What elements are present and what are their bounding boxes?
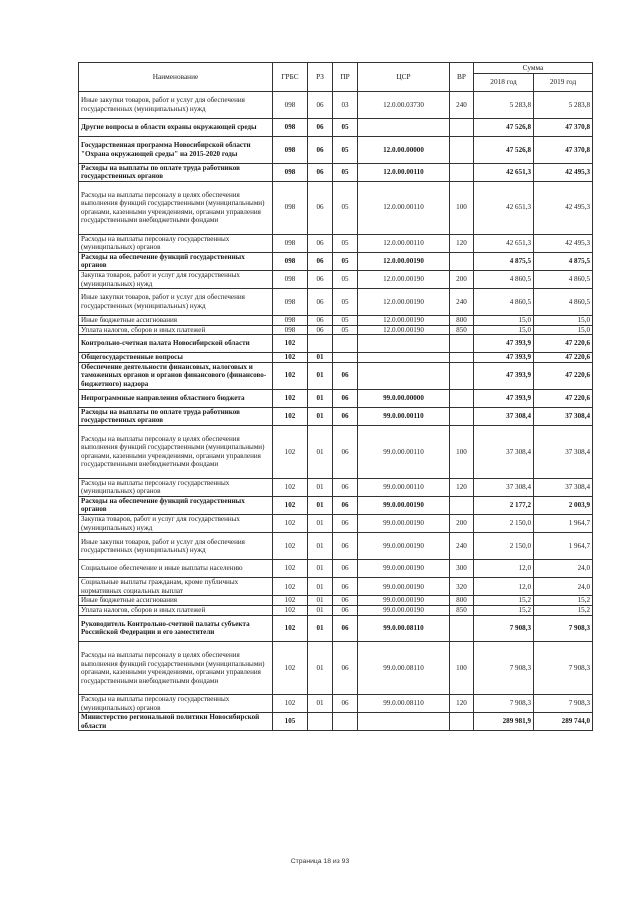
cell-sum-2018: 5 283,8 bbox=[474, 92, 534, 119]
cell-csr bbox=[358, 713, 450, 731]
table-row bbox=[79, 596, 593, 606]
cell-grbs: 102 bbox=[273, 515, 308, 533]
cell-csr: 12.0.00.00190 bbox=[358, 289, 450, 316]
cell-sum-2019: 15,2 bbox=[534, 605, 593, 615]
cell-rz: 06 bbox=[308, 315, 333, 325]
cell-grbs: 102 bbox=[273, 605, 308, 615]
cell-vr: 120 bbox=[450, 694, 474, 712]
cell-sum-2019: 37 308,4 bbox=[534, 407, 593, 425]
table-row bbox=[79, 181, 593, 234]
cell-rz: 01 bbox=[308, 389, 333, 407]
cell-sum-2018: 47 526,8 bbox=[474, 136, 534, 163]
cell-pr: 05 bbox=[333, 270, 358, 288]
cell-csr: 12.0.00.00110 bbox=[358, 163, 450, 181]
cell-vr: 800 bbox=[450, 596, 474, 606]
cell-csr: 99.0.00.00190 bbox=[358, 515, 450, 533]
cell-name: Расходы на выплаты персоналу государственных (муниципальных) органов bbox=[79, 478, 273, 496]
cell-pr: 05 bbox=[333, 163, 358, 181]
cell-rz: 01 bbox=[308, 642, 333, 695]
cell-csr: 99.0.00.00190 bbox=[358, 533, 450, 560]
cell-name: Общегосударственные вопросы bbox=[79, 353, 273, 363]
cell-grbs: 098 bbox=[273, 325, 308, 335]
cell-vr bbox=[450, 713, 474, 731]
cell-csr: 99.0.00.08110 bbox=[358, 642, 450, 695]
cell-sum-2018: 15,2 bbox=[474, 596, 534, 606]
cell-sum-2018: 37 308,4 bbox=[474, 426, 534, 479]
cell-rz: 06 bbox=[308, 234, 333, 252]
cell-sum-2019: 15,2 bbox=[534, 596, 593, 606]
cell-sum-2018: 12,0 bbox=[474, 560, 534, 578]
table-row bbox=[79, 335, 593, 353]
cell-vr: 100 bbox=[450, 642, 474, 695]
table-row bbox=[79, 642, 593, 695]
cell-grbs: 098 bbox=[273, 270, 308, 288]
cell-name: Другие вопросы в области охраны окружающей среды bbox=[79, 118, 273, 136]
cell-vr: 850 bbox=[450, 325, 474, 335]
cell-pr: 05 bbox=[333, 325, 358, 335]
cell-name: Расходы на выплаты по оплате труда работников государственных органов bbox=[79, 163, 273, 181]
cell-csr: 99.0.00.00110 bbox=[358, 478, 450, 496]
header-sum: Сумма bbox=[474, 63, 593, 74]
cell-pr: 03 bbox=[333, 92, 358, 119]
cell-name: Руководитель Контрольно-счетной палаты субъекта Российской Федерации и его заместители bbox=[79, 615, 273, 642]
cell-vr: 240 bbox=[450, 92, 474, 119]
cell-csr: 12.0.00.00110 bbox=[358, 234, 450, 252]
cell-pr: 06 bbox=[333, 642, 358, 695]
cell-sum-2018: 7 908,3 bbox=[474, 694, 534, 712]
cell-grbs: 102 bbox=[273, 615, 308, 642]
cell-rz: 01 bbox=[308, 353, 333, 363]
cell-grbs: 098 bbox=[273, 289, 308, 316]
cell-vr bbox=[450, 335, 474, 353]
cell-sum-2018: 42 651,3 bbox=[474, 163, 534, 181]
cell-grbs: 102 bbox=[273, 407, 308, 425]
cell-sum-2018: 47 393,9 bbox=[474, 353, 534, 363]
table-row bbox=[79, 353, 593, 363]
cell-vr bbox=[450, 389, 474, 407]
cell-sum-2018: 47 393,9 bbox=[474, 362, 534, 389]
table-row bbox=[79, 270, 593, 288]
cell-sum-2019: 47 370,8 bbox=[534, 136, 593, 163]
table-row bbox=[79, 605, 593, 615]
cell-sum-2018: 289 981,9 bbox=[474, 713, 534, 731]
cell-grbs: 098 bbox=[273, 92, 308, 119]
cell-grbs: 098 bbox=[273, 252, 308, 270]
cell-name: Социальные выплаты гражданам, кроме публичных нормативных социальных выплат bbox=[79, 578, 273, 596]
cell-sum-2018: 37 308,4 bbox=[474, 407, 534, 425]
cell-vr bbox=[450, 136, 474, 163]
cell-name: Иные бюджетные ассигнования bbox=[79, 596, 273, 606]
cell-sum-2019: 4 860,5 bbox=[534, 289, 593, 316]
cell-csr: 12.0.00.00000 bbox=[358, 136, 450, 163]
cell-rz: 06 bbox=[308, 136, 333, 163]
cell-vr bbox=[450, 163, 474, 181]
cell-name: Расходы на выплаты персоналу в целях обеспечения выполнения функций государственными (муниципальными) органами, казенными учреждениями, органами управления государственными внебюджетными фондами bbox=[79, 642, 273, 695]
cell-name: Расходы на выплаты персоналу в целях обеспечения выполнения функций государственными (муниципальными) органами, казенными учреждениями, органами управления государственными внебюджетными фондами bbox=[79, 426, 273, 479]
cell-pr: 06 bbox=[333, 533, 358, 560]
cell-rz: 01 bbox=[308, 560, 333, 578]
cell-rz: 01 bbox=[308, 694, 333, 712]
cell-rz: 06 bbox=[308, 325, 333, 335]
cell-sum-2018: 47 393,9 bbox=[474, 389, 534, 407]
cell-csr: 12.0.00.00190 bbox=[358, 325, 450, 335]
cell-grbs: 102 bbox=[273, 478, 308, 496]
cell-pr: 05 bbox=[333, 136, 358, 163]
cell-pr: 06 bbox=[333, 615, 358, 642]
cell-sum-2018: 4 860,5 bbox=[474, 289, 534, 316]
cell-vr: 100 bbox=[450, 426, 474, 479]
table-row bbox=[79, 426, 593, 479]
cell-csr bbox=[358, 335, 450, 353]
table-row bbox=[79, 92, 593, 119]
table-row bbox=[79, 407, 593, 425]
cell-vr: 800 bbox=[450, 315, 474, 325]
cell-sum-2018: 47 393,9 bbox=[474, 335, 534, 353]
cell-pr: 06 bbox=[333, 578, 358, 596]
cell-csr: 99.0.00.00110 bbox=[358, 426, 450, 479]
cell-name: Расходы на обеспечение функций государственных органов bbox=[79, 252, 273, 270]
table-row bbox=[79, 560, 593, 578]
cell-pr: 06 bbox=[333, 515, 358, 533]
cell-csr: 12.0.00.00190 bbox=[358, 252, 450, 270]
cell-sum-2019: 24,0 bbox=[534, 560, 593, 578]
cell-grbs: 098 bbox=[273, 234, 308, 252]
header-rz: РЗ bbox=[308, 63, 333, 92]
cell-rz: 06 bbox=[308, 252, 333, 270]
cell-pr bbox=[333, 335, 358, 353]
cell-vr: 120 bbox=[450, 234, 474, 252]
table-row bbox=[79, 315, 593, 325]
cell-pr: 06 bbox=[333, 389, 358, 407]
cell-pr bbox=[333, 713, 358, 731]
cell-pr: 05 bbox=[333, 234, 358, 252]
header-name: Наименование bbox=[79, 63, 273, 92]
cell-csr: 12.0.00.00190 bbox=[358, 270, 450, 288]
cell-grbs: 102 bbox=[273, 596, 308, 606]
cell-name: Расходы на выплаты персоналу государственных (муниципальных) органов bbox=[79, 234, 273, 252]
cell-pr: 06 bbox=[333, 407, 358, 425]
table-row bbox=[79, 252, 593, 270]
table-header bbox=[79, 63, 593, 92]
cell-sum-2019: 1 964,7 bbox=[534, 515, 593, 533]
cell-sum-2018: 42 651,3 bbox=[474, 234, 534, 252]
cell-rz: 01 bbox=[308, 496, 333, 514]
cell-pr: 05 bbox=[333, 315, 358, 325]
cell-grbs: 102 bbox=[273, 335, 308, 353]
table-row bbox=[79, 533, 593, 560]
cell-rz: 06 bbox=[308, 181, 333, 234]
cell-grbs: 102 bbox=[273, 560, 308, 578]
cell-sum-2018: 4 875,5 bbox=[474, 252, 534, 270]
header-year-2019: 2019 год bbox=[534, 74, 593, 92]
cell-csr bbox=[358, 118, 450, 136]
cell-csr: 12.0.00.03730 bbox=[358, 92, 450, 119]
table-row bbox=[79, 325, 593, 335]
table-row bbox=[79, 389, 593, 407]
cell-vr: 120 bbox=[450, 478, 474, 496]
cell-sum-2019: 15,0 bbox=[534, 315, 593, 325]
cell-name: Социальное обеспечение и иные выплаты населению bbox=[79, 560, 273, 578]
cell-vr: 240 bbox=[450, 533, 474, 560]
cell-rz: 06 bbox=[308, 118, 333, 136]
cell-sum-2018: 15,0 bbox=[474, 325, 534, 335]
cell-sum-2018: 7 908,3 bbox=[474, 615, 534, 642]
cell-grbs: 105 bbox=[273, 713, 308, 731]
cell-sum-2019: 289 744,0 bbox=[534, 713, 593, 731]
cell-vr bbox=[450, 615, 474, 642]
cell-sum-2018: 12,0 bbox=[474, 578, 534, 596]
cell-grbs: 102 bbox=[273, 353, 308, 363]
cell-pr: 06 bbox=[333, 362, 358, 389]
cell-pr: 05 bbox=[333, 118, 358, 136]
cell-pr: 06 bbox=[333, 605, 358, 615]
cell-vr: 320 bbox=[450, 578, 474, 596]
cell-grbs: 098 bbox=[273, 181, 308, 234]
cell-rz: 06 bbox=[308, 92, 333, 119]
cell-sum-2018: 15,2 bbox=[474, 605, 534, 615]
cell-grbs: 102 bbox=[273, 642, 308, 695]
cell-csr bbox=[358, 353, 450, 363]
document-page bbox=[78, 62, 592, 731]
cell-sum-2019: 7 908,3 bbox=[534, 615, 593, 642]
cell-pr: 06 bbox=[333, 496, 358, 514]
cell-name: Иные закупки товаров, работ и услуг для обеспечения государственных (муниципальных) нужд bbox=[79, 533, 273, 560]
cell-sum-2018: 2 177,2 bbox=[474, 496, 534, 514]
cell-grbs: 102 bbox=[273, 533, 308, 560]
table-row bbox=[79, 713, 593, 731]
cell-csr: 99.0.00.08110 bbox=[358, 694, 450, 712]
cell-csr: 99.0.00.00190 bbox=[358, 496, 450, 514]
cell-grbs: 102 bbox=[273, 389, 308, 407]
table-row bbox=[79, 234, 593, 252]
header-vr: ВР bbox=[450, 63, 474, 92]
cell-rz bbox=[308, 335, 333, 353]
cell-rz: 01 bbox=[308, 615, 333, 642]
cell-name: Иные закупки товаров, работ и услуг для обеспечения государственных (муниципальных) нужд bbox=[79, 289, 273, 316]
cell-sum-2019: 42 495,3 bbox=[534, 163, 593, 181]
cell-grbs: 102 bbox=[273, 426, 308, 479]
cell-csr: 99.0.00.08110 bbox=[358, 615, 450, 642]
cell-grbs: 102 bbox=[273, 694, 308, 712]
cell-sum-2019: 24,0 bbox=[534, 578, 593, 596]
cell-vr: 100 bbox=[450, 181, 474, 234]
page-number: Страница 18 из 93 bbox=[290, 858, 350, 865]
cell-vr: 200 bbox=[450, 515, 474, 533]
cell-csr: 99.0.00.00190 bbox=[358, 596, 450, 606]
cell-grbs: 098 bbox=[273, 118, 308, 136]
cell-csr bbox=[358, 362, 450, 389]
cell-vr bbox=[450, 496, 474, 514]
cell-sum-2019: 7 908,3 bbox=[534, 694, 593, 712]
cell-rz bbox=[308, 713, 333, 731]
cell-sum-2019: 47 220,6 bbox=[534, 335, 593, 353]
cell-rz: 01 bbox=[308, 426, 333, 479]
header-pr: ПР bbox=[333, 63, 358, 92]
cell-rz: 06 bbox=[308, 163, 333, 181]
cell-sum-2018: 42 651,3 bbox=[474, 181, 534, 234]
cell-vr: 850 bbox=[450, 605, 474, 615]
cell-rz: 01 bbox=[308, 515, 333, 533]
cell-vr bbox=[450, 362, 474, 389]
cell-pr: 06 bbox=[333, 596, 358, 606]
cell-sum-2018: 2 150,0 bbox=[474, 515, 534, 533]
cell-rz: 01 bbox=[308, 407, 333, 425]
table-row bbox=[79, 578, 593, 596]
cell-grbs: 098 bbox=[273, 136, 308, 163]
cell-name: Иные бюджетные ассигнования bbox=[79, 315, 273, 325]
cell-vr: 300 bbox=[450, 560, 474, 578]
cell-pr: 05 bbox=[333, 289, 358, 316]
cell-rz: 01 bbox=[308, 478, 333, 496]
header-csr: ЦСР bbox=[358, 63, 450, 92]
cell-sum-2019: 42 495,3 bbox=[534, 234, 593, 252]
cell-pr: 05 bbox=[333, 252, 358, 270]
cell-pr bbox=[333, 353, 358, 363]
table-row bbox=[79, 496, 593, 514]
cell-grbs: 102 bbox=[273, 362, 308, 389]
cell-rz: 06 bbox=[308, 270, 333, 288]
cell-name: Иные закупки товаров, работ и услуг для обеспечения государственных (муниципальных) нужд bbox=[79, 92, 273, 119]
header-year-2018: 2018 год bbox=[474, 74, 534, 92]
cell-sum-2019: 47 220,6 bbox=[534, 353, 593, 363]
cell-rz: 01 bbox=[308, 605, 333, 615]
cell-pr: 06 bbox=[333, 426, 358, 479]
cell-sum-2019: 37 308,4 bbox=[534, 426, 593, 479]
cell-sum-2019: 42 495,3 bbox=[534, 181, 593, 234]
table-row bbox=[79, 118, 593, 136]
cell-vr: 200 bbox=[450, 270, 474, 288]
budget-table bbox=[78, 62, 593, 731]
table-row bbox=[79, 163, 593, 181]
cell-csr: 12.0.00.00110 bbox=[358, 181, 450, 234]
cell-vr bbox=[450, 252, 474, 270]
cell-grbs: 102 bbox=[273, 578, 308, 596]
cell-pr: 06 bbox=[333, 694, 358, 712]
cell-sum-2018: 37 308,4 bbox=[474, 478, 534, 496]
cell-name: Непрограммные направления областного бюджета bbox=[79, 389, 273, 407]
cell-sum-2019: 2 003,9 bbox=[534, 496, 593, 514]
cell-name: Расходы на выплаты по оплате труда работников государственных органов bbox=[79, 407, 273, 425]
cell-grbs: 098 bbox=[273, 315, 308, 325]
cell-csr: 99.0.00.00190 bbox=[358, 560, 450, 578]
cell-sum-2018: 47 526,8 bbox=[474, 118, 534, 136]
cell-rz: 01 bbox=[308, 362, 333, 389]
cell-name: Обеспечение деятельности финансовых, налоговых и таможенных органов и органов финансового (финансово-бюджетного) надзора bbox=[79, 362, 273, 389]
header-grbs: ГРБС bbox=[273, 63, 308, 92]
cell-rz: 01 bbox=[308, 533, 333, 560]
table-body bbox=[79, 92, 593, 731]
cell-csr: 99.0.00.00190 bbox=[358, 578, 450, 596]
cell-sum-2019: 47 220,6 bbox=[534, 362, 593, 389]
table-row bbox=[79, 694, 593, 712]
cell-grbs: 102 bbox=[273, 496, 308, 514]
cell-name: Расходы на обеспечение функций государственных органов bbox=[79, 496, 273, 514]
table-row bbox=[79, 615, 593, 642]
cell-rz: 01 bbox=[308, 578, 333, 596]
cell-sum-2019: 4 860,5 bbox=[534, 270, 593, 288]
cell-pr: 06 bbox=[333, 560, 358, 578]
cell-sum-2018: 15,0 bbox=[474, 315, 534, 325]
cell-sum-2019: 15,0 bbox=[534, 325, 593, 335]
cell-sum-2019: 5 283,8 bbox=[534, 92, 593, 119]
cell-name: Уплата налогов, сборов и иных платежей bbox=[79, 325, 273, 335]
cell-sum-2019: 47 370,8 bbox=[534, 118, 593, 136]
cell-csr: 99.0.00.00190 bbox=[358, 605, 450, 615]
table-row bbox=[79, 478, 593, 496]
cell-rz: 06 bbox=[308, 289, 333, 316]
cell-csr: 99.0.00.00110 bbox=[358, 407, 450, 425]
cell-sum-2019: 1 964,7 bbox=[534, 533, 593, 560]
cell-csr: 12.0.00.00190 bbox=[358, 315, 450, 325]
cell-vr bbox=[450, 407, 474, 425]
cell-sum-2019: 47 220,6 bbox=[534, 389, 593, 407]
cell-pr: 05 bbox=[333, 181, 358, 234]
cell-name: Расходы на выплаты персоналу государственных (муниципальных) органов bbox=[79, 694, 273, 712]
cell-sum-2018: 7 908,3 bbox=[474, 642, 534, 695]
cell-vr: 240 bbox=[450, 289, 474, 316]
cell-sum-2018: 2 150,0 bbox=[474, 533, 534, 560]
table-row bbox=[79, 362, 593, 389]
cell-name: Уплата налогов, сборов и иных платежей bbox=[79, 605, 273, 615]
cell-sum-2019: 7 908,3 bbox=[534, 642, 593, 695]
cell-sum-2019: 37 308,4 bbox=[534, 478, 593, 496]
table-row bbox=[79, 289, 593, 316]
table-row bbox=[79, 136, 593, 163]
cell-name: Государственная программа Новосибирской области "Охрана окружающей среды" на 2015-2020 годы bbox=[79, 136, 273, 163]
cell-vr bbox=[450, 353, 474, 363]
table-row bbox=[79, 515, 593, 533]
cell-grbs: 098 bbox=[273, 163, 308, 181]
cell-name: Контрольно-счетная палата Новосибирской области bbox=[79, 335, 273, 353]
cell-csr: 99.0.00.00000 bbox=[358, 389, 450, 407]
cell-rz: 01 bbox=[308, 596, 333, 606]
cell-vr bbox=[450, 118, 474, 136]
cell-sum-2018: 4 860,5 bbox=[474, 270, 534, 288]
cell-name: Министерство региональной политики Новосибирской области bbox=[79, 713, 273, 731]
cell-pr: 06 bbox=[333, 478, 358, 496]
cell-sum-2019: 4 875,5 bbox=[534, 252, 593, 270]
cell-name: Расходы на выплаты персоналу в целях обеспечения выполнения функций государственными (муниципальными) органами, казенными учреждениями, органами управления государственными внебюджетными фондами bbox=[79, 181, 273, 234]
cell-name: Закупка товаров, работ и услуг для государственных (муниципальных) нужд bbox=[79, 515, 273, 533]
cell-name: Закупка товаров, работ и услуг для государственных (муниципальных) нужд bbox=[79, 270, 273, 288]
